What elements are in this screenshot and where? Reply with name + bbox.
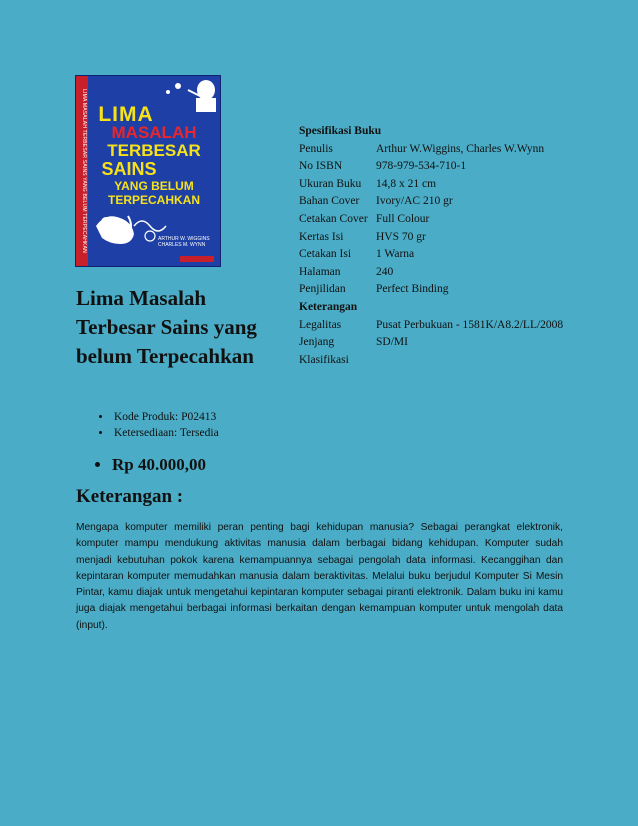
spec-row bbox=[299, 160, 563, 178]
product-title: Lima Masalah Terbesar Sains yang belum Terpecahkan bbox=[76, 286, 257, 368]
product-code: • Kode Produk: P02413 bbox=[112, 409, 312, 425]
cover-publisher-logo bbox=[180, 256, 214, 262]
spec-key: Cetakan Cover bbox=[299, 212, 368, 225]
cover-title-line: SAINS bbox=[101, 159, 157, 179]
spec-key: Ukuran Buku bbox=[299, 177, 362, 190]
description-heading: Keterangan : bbox=[76, 486, 184, 507]
spec-key: Legalitas bbox=[299, 318, 342, 331]
spec-key: Bahan Cover bbox=[299, 195, 360, 208]
spec-row bbox=[299, 178, 563, 196]
spec-key: Jenjang bbox=[299, 336, 335, 349]
cover-authors: ARTHUR W. WIGGINS CHARLES M. WYNN bbox=[158, 236, 210, 248]
spec-row bbox=[299, 319, 563, 337]
spec-value: Pusat Perbukuan - 1581K/A8.2/LL/2008 bbox=[376, 318, 564, 331]
spec-key: No ISBN bbox=[299, 160, 343, 173]
spec-row bbox=[299, 354, 563, 372]
product-meta-list bbox=[92, 409, 312, 441]
spec-table bbox=[299, 125, 563, 371]
spec-row bbox=[299, 283, 563, 301]
spec-row bbox=[299, 213, 563, 231]
spec-value: Perfect Binding bbox=[376, 283, 449, 296]
description-text: Mengapa komputer memiliki peran penting bagi kehidupan manusia? Sebagai perangkat elektronik, komputer mampu mendukung aktivitas manusia dalam berbagai bidang kehidupan. Komputer sudah menjadi kebutuhan pokok karena kemampuannya sebagai pengolah data informasi. Kecanggihan dan kepintaran komputer memudahkan manusia dalam beraktivitas. Melalui buku berjudul Komputer Si Mesin Pintar, kamu diajak untuk mengetahui kepintaran komputer sebagai piranti elektronik. Dalam buku ini kamu juga diajak mengetahui berbagai informasi berkaitan dengan kemampuan komputer untuk mengolah data (input). bbox=[76, 522, 563, 631]
spec-value: Arthur W.Wiggins, Charles W.Wynn bbox=[376, 142, 545, 155]
spec-subheading: Keterangan bbox=[299, 300, 358, 313]
spec-heading: Spesifikasi Buku bbox=[299, 125, 382, 137]
spec-key: Klasifikasi bbox=[299, 353, 349, 366]
cover-title-line: TERBESAR bbox=[107, 141, 201, 160]
spec-value: 1 Warna bbox=[376, 248, 415, 261]
cover-title-line: YANG BELUM bbox=[114, 179, 194, 193]
spec-value: 978-979-534-710-1 bbox=[376, 160, 467, 173]
spec-row bbox=[299, 231, 563, 249]
cover-title-line: LIMA bbox=[98, 103, 154, 126]
product-price-list bbox=[92, 455, 312, 475]
cover-title-line: MASALAH bbox=[111, 123, 197, 142]
product-price: • Rp 40.000,00 bbox=[112, 455, 312, 475]
spec-key: Penjilidan bbox=[299, 283, 346, 296]
spec-value: Ivory/AC 210 gr bbox=[376, 195, 453, 208]
spec-value: 14,8 x 21 cm bbox=[376, 177, 437, 190]
spec-row bbox=[299, 143, 563, 161]
spec-row bbox=[299, 266, 563, 284]
spec-row bbox=[299, 336, 563, 354]
product-availability: • Ketersediaan: Tersedia bbox=[112, 425, 312, 441]
spec-value: 240 bbox=[376, 265, 394, 278]
spec-row bbox=[299, 195, 563, 213]
spec-value bbox=[376, 354, 563, 372]
spec-key: Penulis bbox=[299, 142, 333, 155]
spec-key: Cetakan Isi bbox=[299, 248, 352, 261]
spec-value: HVS 70 gr bbox=[376, 230, 426, 243]
spec-key: Halaman bbox=[299, 265, 341, 278]
spec-value: SD/MI bbox=[376, 336, 408, 349]
cover-title-line: TERPECAHKAN bbox=[107, 193, 200, 207]
cover-spine-text: LIMA MASALAH TERBESAR SAINS YANG BELUM TERPECAHKAN bbox=[81, 89, 87, 253]
book-cover-image bbox=[76, 76, 220, 266]
spec-row bbox=[299, 248, 563, 266]
spec-key: Kertas Isi bbox=[299, 230, 344, 243]
spec-value: Full Colour bbox=[376, 212, 430, 225]
